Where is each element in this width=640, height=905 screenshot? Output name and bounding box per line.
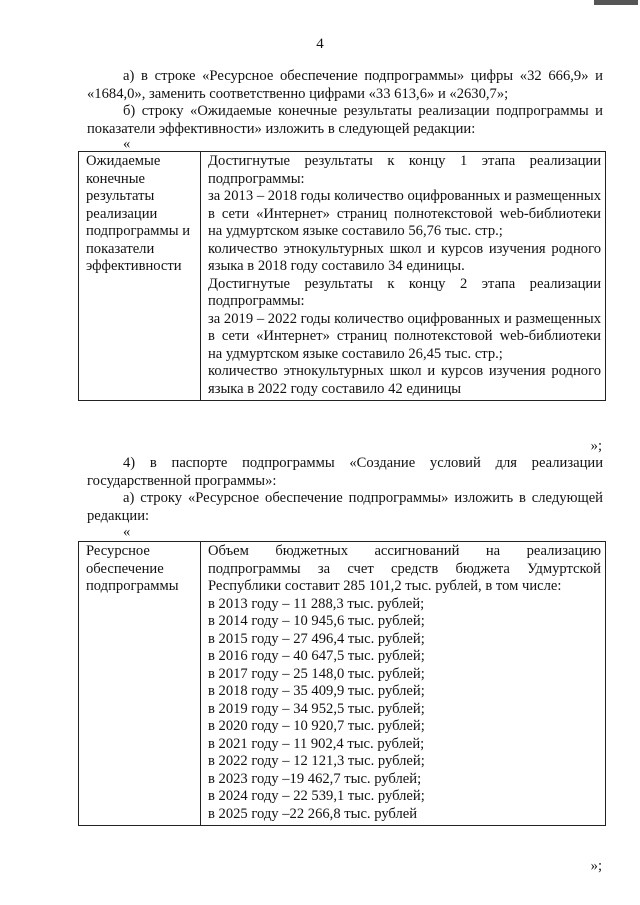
- year-line: в 2013 году – 11 288,3 тыс. рублей;: [208, 595, 425, 612]
- row-label-line: подпрограммы и: [86, 223, 191, 239]
- row-label-line: эффективности: [86, 258, 182, 274]
- year-line: в 2020 году – 10 920,7 тыс. рублей;: [208, 718, 425, 734]
- year-line: в 2014 году – 10 945,6 тыс. рублей;: [208, 613, 425, 629]
- stage1-item: за 2013 – 2018 годы количество оцифрованных и размещенных в сети «Интернет» страниц полнотекстовой web-библиотеки на удмуртском языке составило 56,76 тыс. стр.;: [208, 188, 601, 239]
- year-line: в 2016 году – 40 647,5 тыс. рублей;: [208, 648, 425, 664]
- stage1-item: количество этнокультурных школ и курсов изучения родного языка в 2018 году составило 34 единицы.: [208, 240, 601, 274]
- row-label-cell: [79, 542, 201, 826]
- row-label-line: показатели: [86, 240, 155, 257]
- expected-results-table: [78, 151, 606, 401]
- row-label-line: обеспечение: [86, 560, 164, 577]
- row-label-line: Ожидаемые: [86, 153, 161, 169]
- year-line: в 2021 году – 11 902,4 тыс. рублей;: [208, 735, 425, 752]
- year-line: в 2025 году –22 266,8 тыс. рублей: [208, 805, 418, 822]
- year-line: в 2019 году – 34 952,5 тыс. рублей;: [208, 700, 425, 717]
- year-line: в 2015 году – 27 496,4 тыс. рублей;: [208, 630, 425, 647]
- closing-quote: »;: [590, 438, 602, 454]
- row-content-cell: [201, 542, 606, 826]
- page-number: 4: [316, 36, 324, 52]
- table-row: [79, 152, 606, 401]
- closing-quote: »;: [590, 858, 602, 874]
- year-line: в 2023 году –19 462,7 тыс. рублей;: [208, 770, 422, 787]
- paragraph-a-resources: а) в строке «Ресурсное обеспечение подпрограммы» цифры «32 666,9» и «1684,0», заменить соответственно цифрами «33 613,6» и «2630,7»;: [87, 68, 603, 102]
- resources-table: [78, 541, 606, 826]
- opening-quote: «: [123, 524, 131, 540]
- year-line: в 2018 году – 35 409,9 тыс. рублей;: [208, 683, 425, 699]
- opening-quote: «: [123, 136, 131, 152]
- row-label-line: конечные: [86, 170, 146, 187]
- table-row: [79, 542, 606, 826]
- stage2-item: за 2019 – 2022 годы количество оцифрованных и размещенных в сети «Интернет» страниц полнотекстовой web-библиотеки на удмуртском языке составило 26,45 тыс. стр.;: [208, 310, 601, 362]
- paragraph-a-resources-row: а) строку «Ресурсное обеспечение подпрограммы» изложить в следующей редакции:: [87, 490, 603, 524]
- year-line: в 2017 году – 25 148,0 тыс. рублей;: [208, 665, 425, 682]
- paragraph-b-expected-results: б) строку «Ожидаемые конечные результаты реализации подпрограммы и показатели эффективности» изложить в следующей редакции:: [87, 103, 603, 137]
- stage2-item: количество этнокультурных школ и курсов изучения родного языка в 2022 году составило 42 единицы: [208, 363, 601, 397]
- row-label-cell: [79, 152, 201, 401]
- row-label-line: Ресурсное: [86, 543, 150, 559]
- row-label-line: результаты: [86, 188, 155, 204]
- stage2-heading: Достигнутые результаты к концу 2 этапа реализации подпрограммы:: [208, 275, 601, 309]
- budget-intro: Объем бюджетных ассигнований на реализацию подпрограммы за счет средств бюджета Удмуртской Республики составит 285 101,2 тыс. рублей, в том числе:: [208, 543, 601, 594]
- row-label-line: подпрограммы: [86, 578, 179, 594]
- row-label-line: реализации: [86, 205, 158, 222]
- year-line: в 2024 году – 22 539,1 тыс. рублей;: [208, 788, 425, 804]
- year-line: в 2022 году – 12 121,3 тыс. рублей;: [208, 753, 425, 769]
- paragraph-4-passport: 4) в паспорте подпрограммы «Создание условий для реализации государственной программы»:: [87, 455, 603, 489]
- stage1-heading: Достигнутые результаты к концу 1 этапа реализации подпрограммы:: [208, 153, 601, 187]
- row-content-cell: [201, 152, 606, 401]
- scan-mark: [594, 0, 638, 5]
